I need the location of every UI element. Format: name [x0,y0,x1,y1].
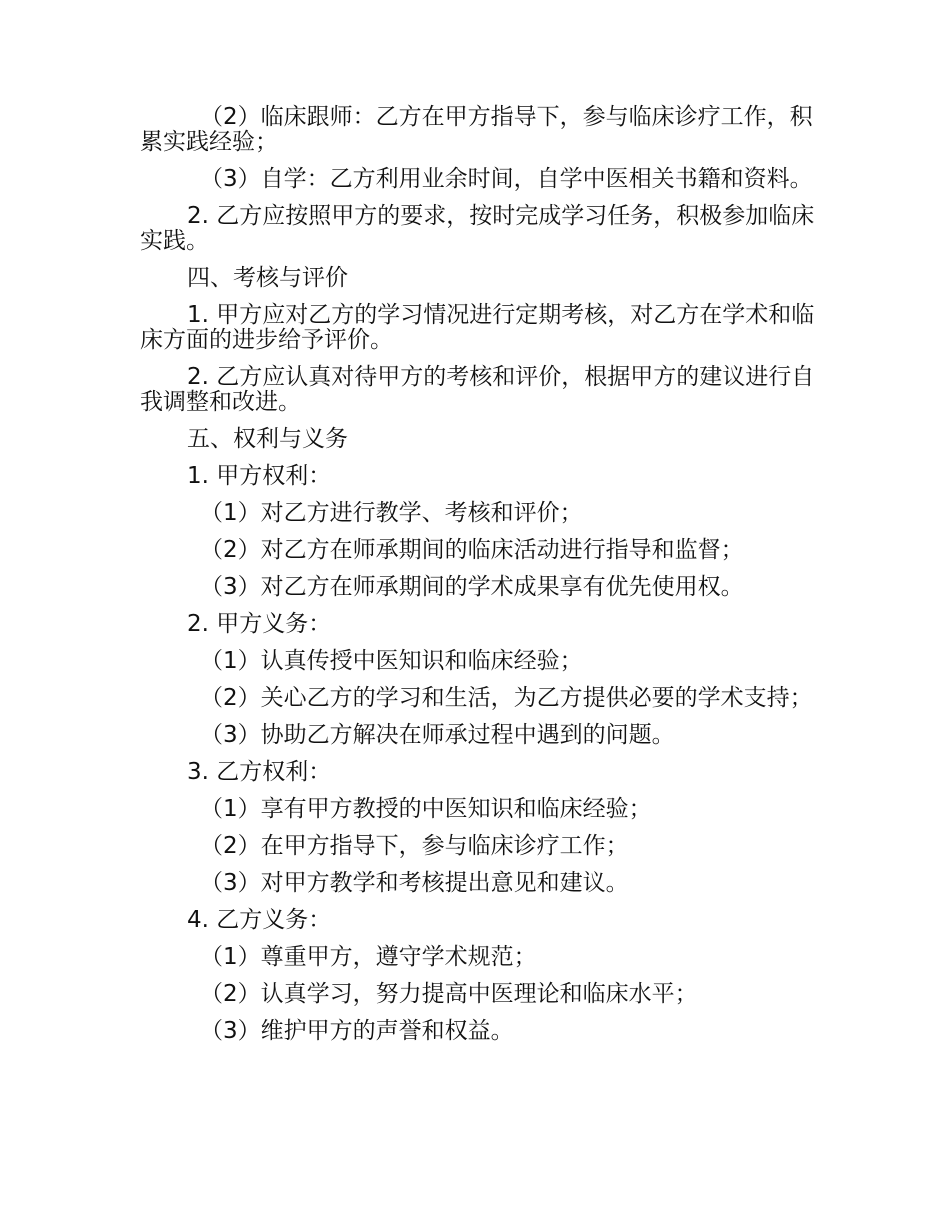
list-item: （1）尊重甲方，遵守学术规范； [200,944,537,970]
document-body [140,105,820,1044]
list-item: （3）维护甲方的声誉和权益。 [200,1018,514,1044]
clause-paragraph: 1. 甲方应对乙方的学习情况进行定期考核，对乙方在学术和临床方面的进步给予评价。 [140,302,815,353]
clause-paragraph: 2. 乙方应按照甲方的要求，按时完成学习任务，积极参加临床实践。 [140,203,815,254]
section-heading: 四、考核与评价 [187,265,348,291]
clause-paragraph: （2）临床跟师：乙方在甲方指导下，参与临床诊疗工作，积累实践经验； [140,104,813,155]
list-item: （3）对甲方教学和考核提出意见和建议。 [200,870,629,896]
list-item: （2）关心乙方的学习和生活，为乙方提供必要的学术支持； [200,685,813,711]
clause-paragraph: 2. 乙方应认真对待甲方的考核和评价，根据甲方的建议进行自我调整和改进。 [140,364,815,415]
list-item: （2）在甲方指导下，参与临床诊疗工作； [200,833,629,859]
clause-paragraph: （3）自学：乙方利用业余时间，自学中医相关书籍和资料。 [200,166,813,192]
subsection-heading: 3. 乙方权利： [187,759,332,785]
list-item: （1）对乙方进行教学、考核和评价； [200,500,583,526]
list-item: （2）对乙方在师承期间的临床活动进行指导和监督； [200,537,744,563]
subsection-heading: 1. 甲方权利： [187,463,332,489]
list-item: （2）认真学习，努力提高中医理论和临床水平； [200,981,698,1007]
list-item: （1）享有甲方教授的中医知识和临床经验； [200,796,652,822]
list-item: （1）认真传授中医知识和临床经验； [200,648,583,674]
section-heading: 五、权利与义务 [187,426,348,452]
list-item: （3）对乙方在师承期间的学术成果享有优先使用权。 [200,574,744,600]
subsection-heading: 2. 甲方义务： [187,611,332,637]
list-item: （3）协助乙方解决在师承过程中遇到的问题。 [200,722,675,748]
subsection-heading: 4. 乙方义务： [187,907,332,933]
